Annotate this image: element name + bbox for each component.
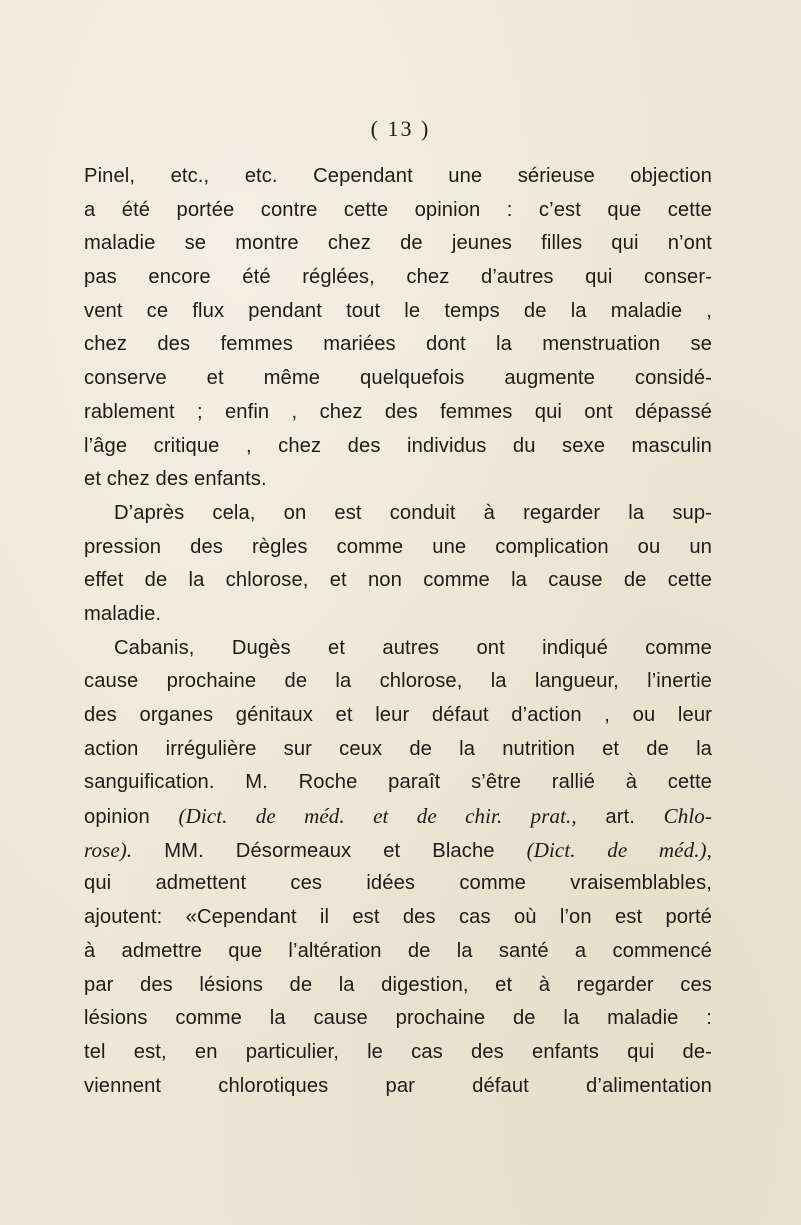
- text-line-with-citation: [84, 800, 712, 834]
- text-line: pression des règles comme une complication ou un: [84, 535, 712, 558]
- text-line: maladie.: [84, 602, 162, 625]
- text-line: ajoutent: «Cependant il est des cas où l’on est porté: [84, 906, 712, 929]
- citation-italic: rose).: [84, 837, 133, 862]
- text-line: conserve et même quelquefois augmente considé-: [84, 367, 712, 390]
- body-text: [84, 160, 712, 1103]
- text-line: qui admettent ces idées comme vraisemblables,: [84, 872, 712, 895]
- text-line: sanguification. M. Roche paraît s’être rallié à cette: [84, 771, 712, 794]
- text-line: par des lésions de la digestion, et à regarder ces: [84, 973, 712, 996]
- text-line: tel est, en particulier, le cas des enfants qui de-: [84, 1040, 712, 1063]
- text-line: lésions comme la cause prochaine de la maladie :: [84, 1007, 712, 1030]
- text-line: des organes génitaux et leur défaut d’action , ou leur: [84, 704, 712, 726]
- text-line: maladie se montre chez de jeunes filles qui n’ont: [84, 232, 712, 255]
- citation-italic: (Dict. de méd. et de chir. prat.,: [178, 804, 577, 829]
- text-line: Pinel, etc., etc. Cependant une sérieuse objection: [84, 165, 712, 187]
- text-fragment: MM. Désormeaux et Blache: [132, 839, 527, 862]
- text-line: l’âge critique , chez des individus du sexe masculin: [84, 434, 712, 457]
- paragraph-start-line: Cabanis, Dugès et autres ont indiqué comme: [114, 636, 712, 659]
- text-line: et chez des enfants.: [84, 468, 267, 491]
- text-line: chez des femmes mariées dont la menstruation se: [84, 333, 712, 356]
- text-line: action irrégulière sur ceux de la nutrition et de la: [84, 737, 712, 760]
- text-line-with-citation: [84, 834, 712, 868]
- text-line: a été portée contre cette opinion : c’est que cette: [84, 198, 712, 221]
- text-fragment: opinion: [84, 806, 179, 829]
- text-line: effet de la chlorose, et non comme la cause de cette: [84, 569, 712, 592]
- paragraph-start-line: D’après cela, on est conduit à regarder la sup-: [114, 501, 712, 524]
- text-fragment: art.: [576, 806, 664, 829]
- text-line: vent ce flux pendant tout le temps de la maladie ,: [84, 299, 712, 322]
- citation-italic: (Dict. de méd.),: [526, 837, 712, 862]
- citation-italic: Chlo-: [663, 804, 712, 829]
- text-line: à admettre que l’altération de la santé a commencé: [84, 939, 712, 962]
- page-number: ( 13 ): [370, 116, 431, 141]
- text-line: rablement ; enfin , chez des femmes qui ont dépassé: [84, 400, 712, 423]
- text-line: pas encore été réglées, chez d’autres qui conser-: [84, 266, 712, 289]
- text-line: cause prochaine de la chlorose, la langueur, l’inertie: [84, 670, 712, 693]
- text-line: viennent chlorotiques par défaut d’alimentation: [84, 1074, 712, 1097]
